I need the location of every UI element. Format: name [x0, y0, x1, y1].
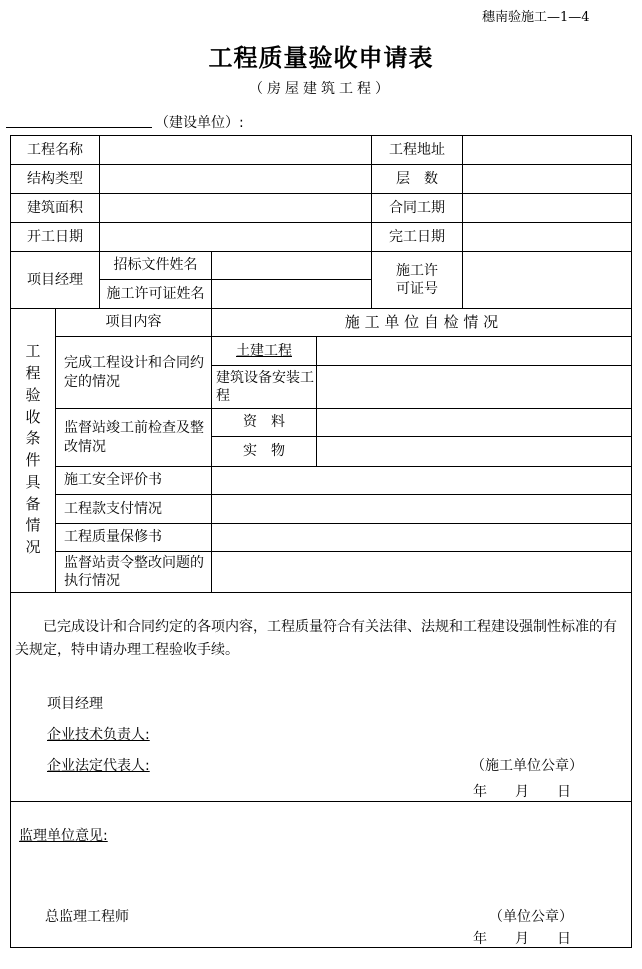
project-name-field[interactable]: [100, 136, 371, 164]
contract-period-field[interactable]: [463, 194, 631, 222]
application-form-table: [10, 135, 632, 948]
completion-date-field[interactable]: [463, 223, 631, 251]
page-title: 工程质量验收申请表: [208, 43, 434, 72]
supervision-seal-label: （单位公章）: [489, 909, 573, 925]
side-char: 条: [25, 429, 41, 448]
construction-permit-field[interactable]: [463, 252, 631, 308]
side-char: 工: [25, 342, 41, 361]
equipment-install-field[interactable]: [317, 366, 631, 408]
permit-name-label: 施工许可证姓名: [106, 285, 205, 302]
supervision-date: 年 月 日: [473, 931, 571, 947]
documents-field[interactable]: [317, 409, 631, 436]
floors-field[interactable]: [463, 165, 631, 193]
payment-status-field[interactable]: [212, 495, 631, 523]
owner-label: （建设单位）:: [155, 115, 244, 131]
row-divider: [11, 592, 631, 593]
construction-permit-label-line1: 施工许: [396, 262, 438, 279]
sub-documents: 资 料: [243, 414, 285, 431]
side-char: 收: [25, 407, 41, 426]
contractor-seal-label: （施工单位公章）: [471, 758, 583, 774]
building-area-field[interactable]: [100, 194, 371, 222]
col-header-item: 项目内容: [105, 314, 162, 331]
legal-rep-signature-label: 企业法定代表人:: [47, 758, 150, 774]
project-manager-signature-label: 项目经理: [47, 696, 103, 712]
tender-name-label: 招标文件姓名: [113, 257, 198, 274]
conditions-side-label: [11, 308, 55, 592]
sub-equipment-install: 建筑设备安装工程: [216, 369, 314, 404]
civil-works-field[interactable]: [317, 337, 631, 365]
rectification-field[interactable]: [212, 552, 631, 592]
condition-design-contract: 完成工程设计和合同约定的情况: [64, 355, 204, 390]
project-address-field[interactable]: [463, 136, 631, 164]
start-date-label: 开工日期: [27, 228, 83, 245]
structure-type-label: 结构类型: [27, 170, 83, 187]
form-code: 穗南验施工—1—4: [482, 10, 590, 25]
col-header-self-check: 施 工 单 位 自 检 情 况: [344, 312, 499, 331]
side-char: 程: [25, 364, 41, 382]
side-char: 验: [25, 385, 41, 404]
condition-warranty: 工程质量保修书: [64, 529, 162, 546]
condition-payment-status: 工程款支付情况: [64, 500, 162, 517]
side-char: 备: [25, 494, 41, 513]
construction-permit-label: [372, 252, 462, 308]
start-date-field[interactable]: [100, 223, 371, 251]
condition-pre-completion-check: 监督站竣工前检查及整改情况: [64, 420, 204, 455]
warranty-field[interactable]: [212, 524, 631, 551]
supervision-opinion-label: 监理单位意见:: [19, 828, 108, 844]
tech-lead-signature-label: 企业技术负责人:: [47, 727, 150, 743]
project-manager-label: 项目经理: [27, 271, 83, 288]
building-area-label: 建筑面积: [27, 199, 83, 216]
structure-type-field[interactable]: [100, 165, 371, 193]
completion-date-label: 完工日期: [389, 228, 445, 245]
owner-input-line[interactable]: [6, 127, 152, 128]
sub-civil-works: 土建工程: [236, 342, 292, 359]
condition-safety-evaluation: 施工安全评价书: [64, 472, 162, 489]
project-address-label: 工程地址: [389, 141, 445, 158]
permit-name-field[interactable]: [212, 280, 371, 308]
row-divider: [11, 801, 631, 802]
condition-rectification: 监督站责令整改问题的执行情况: [64, 554, 204, 589]
physical-field[interactable]: [317, 437, 631, 466]
construction-permit-label-line2: 可证号: [396, 281, 438, 297]
floors-label: 层 数: [396, 170, 438, 187]
tender-name-field[interactable]: [212, 252, 371, 279]
safety-evaluation-field[interactable]: [212, 467, 631, 494]
page-subtitle: （房屋建筑工程）: [249, 81, 393, 97]
side-char: 件: [25, 451, 41, 469]
side-char: 情: [25, 516, 41, 535]
side-char: 具: [25, 472, 41, 491]
chief-engineer-label: 总监理工程师: [45, 909, 129, 925]
application-date: 年 月 日: [473, 784, 571, 800]
sub-physical: 实 物: [243, 443, 285, 460]
side-char: 况: [25, 538, 41, 556]
application-statement: 已完成设计和合同约定的各项内容，工程质量符合有关法律、法规和工程建设强制性标准的有关规定，特申请办理工程验收手续。: [15, 619, 617, 659]
project-name-label: 工程名称: [27, 141, 83, 158]
contract-period-label: 合同工期: [389, 199, 445, 216]
